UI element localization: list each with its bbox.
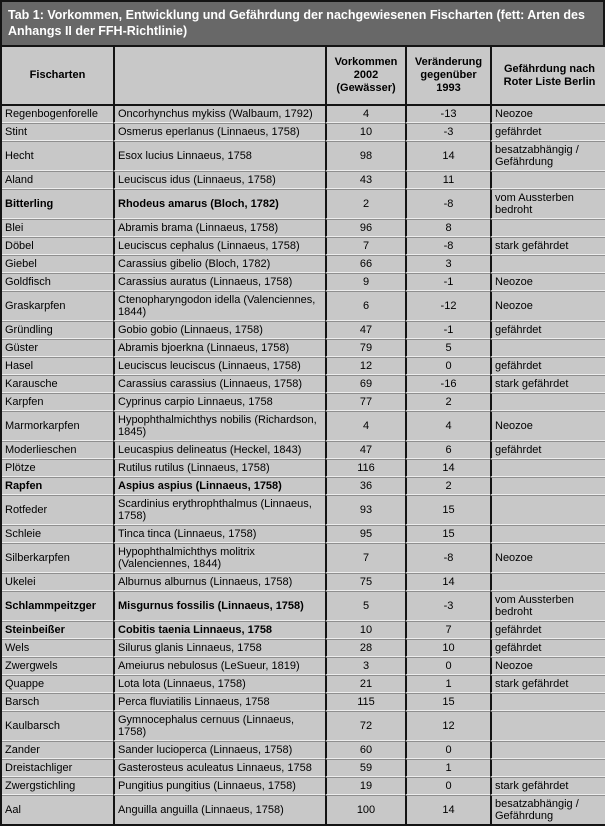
redlist-status-cell <box>490 171 605 189</box>
table-row <box>2 795 605 824</box>
redlist-status-cell: Neozoe <box>490 411 605 441</box>
scientific-name-cell: Leucaspius delineatus (Heckel, 1843) <box>113 441 325 459</box>
redlist-status-cell <box>490 459 605 477</box>
fish-name-cell: Wels <box>2 639 113 657</box>
scientific-name-cell: Cobitis taenia Linnaeus, 1758 <box>113 621 325 639</box>
occurrence-2002-cell: 95 <box>325 525 405 543</box>
redlist-status-cell <box>490 477 605 495</box>
scientific-name-cell: Carassius gibelio (Bloch, 1782) <box>113 255 325 273</box>
fish-name-cell: Zander <box>2 741 113 759</box>
fish-name-cell: Schlammpeitzger <box>2 591 113 621</box>
redlist-status-cell: gefährdet <box>490 357 605 375</box>
table-row <box>2 291 605 321</box>
fish-name-cell: Hecht <box>2 141 113 171</box>
redlist-status-cell: Neozoe <box>490 543 605 573</box>
table-row <box>2 375 605 393</box>
table-row <box>2 123 605 141</box>
occurrence-2002-cell: 93 <box>325 495 405 525</box>
fish-name-cell: Schleie <box>2 525 113 543</box>
occurrence-2002-cell: 47 <box>325 441 405 459</box>
species-data-table <box>2 47 605 824</box>
scientific-name-cell: Pungitius pungitius (Linnaeus, 1758) <box>113 777 325 795</box>
fish-name-cell: Aland <box>2 171 113 189</box>
occurrence-2002-cell: 96 <box>325 219 405 237</box>
table-row <box>2 495 605 525</box>
fish-name-cell: Gründling <box>2 321 113 339</box>
change-since-1993-cell: 5 <box>405 339 490 357</box>
scientific-name-cell: Osmerus eperlanus (Linnaeus, 1758) <box>113 123 325 141</box>
table-row <box>2 657 605 675</box>
redlist-status-cell: gefährdet <box>490 621 605 639</box>
redlist-status-cell: stark gefährdet <box>490 237 605 255</box>
table-row <box>2 459 605 477</box>
occurrence-2002-cell: 4 <box>325 106 405 123</box>
change-since-1993-cell: 1 <box>405 675 490 693</box>
table-row <box>2 693 605 711</box>
redlist-status-cell <box>490 219 605 237</box>
table-row <box>2 273 605 291</box>
table-row <box>2 711 605 741</box>
redlist-status-cell <box>490 393 605 411</box>
change-since-1993-cell: 15 <box>405 525 490 543</box>
occurrence-2002-cell: 10 <box>325 123 405 141</box>
fish-name-cell: Steinbeißer <box>2 621 113 639</box>
fish-name-cell: Goldfisch <box>2 273 113 291</box>
scientific-name-cell: Carassius auratus (Linnaeus, 1758) <box>113 273 325 291</box>
scientific-name-cell: Misgurnus fossilis (Linnaeus, 1758) <box>113 591 325 621</box>
occurrence-2002-cell: 69 <box>325 375 405 393</box>
scientific-name-cell: Tinca tinca (Linnaeus, 1758) <box>113 525 325 543</box>
fish-name-cell: Aal <box>2 795 113 824</box>
fish-name-cell: Plötze <box>2 459 113 477</box>
occurrence-2002-cell: 66 <box>325 255 405 273</box>
scientific-name-cell: Oncorhynchus mykiss (Walbaum, 1792) <box>113 106 325 123</box>
table-row <box>2 411 605 441</box>
table-row <box>2 219 605 237</box>
fish-name-cell: Hasel <box>2 357 113 375</box>
table-row <box>2 321 605 339</box>
change-since-1993-cell: 2 <box>405 393 490 411</box>
occurrence-2002-cell: 28 <box>325 639 405 657</box>
change-since-1993-cell: -8 <box>405 543 490 573</box>
redlist-status-cell: besatzabhängig / Gefährdung <box>490 795 605 824</box>
redlist-status-cell: Neozoe <box>490 291 605 321</box>
occurrence-2002-cell: 12 <box>325 357 405 375</box>
fish-name-cell: Zwergwels <box>2 657 113 675</box>
occurrence-2002-cell: 9 <box>325 273 405 291</box>
fish-name-cell: Bitterling <box>2 189 113 219</box>
occurrence-2002-cell: 2 <box>325 189 405 219</box>
redlist-status-cell: gefährdet <box>490 639 605 657</box>
table-row <box>2 106 605 123</box>
redlist-status-cell <box>490 759 605 777</box>
redlist-status-cell: Neozoe <box>490 106 605 123</box>
occurrence-2002-cell: 60 <box>325 741 405 759</box>
occurrence-2002-cell: 7 <box>325 237 405 255</box>
change-since-1993-cell: 14 <box>405 573 490 591</box>
change-since-1993-cell: 15 <box>405 693 490 711</box>
table-row <box>2 171 605 189</box>
occurrence-2002-cell: 59 <box>325 759 405 777</box>
scientific-name-cell: Leuciscus cephalus (Linnaeus, 1758) <box>113 237 325 255</box>
redlist-status-cell <box>490 693 605 711</box>
table-row <box>2 357 605 375</box>
redlist-status-cell: gefährdet <box>490 123 605 141</box>
change-since-1993-cell: 0 <box>405 777 490 795</box>
fish-name-cell: Marmorkarpfen <box>2 411 113 441</box>
change-since-1993-cell: -12 <box>405 291 490 321</box>
scientific-name-cell: Ctenopharyngodon idella (Valenciennes, 1844) <box>113 291 325 321</box>
scientific-name-cell: Esox lucius Linnaeus, 1758 <box>113 141 325 171</box>
scientific-name-cell: Leuciscus leuciscus (Linnaeus, 1758) <box>113 357 325 375</box>
redlist-status-cell: stark gefährdet <box>490 777 605 795</box>
fish-name-cell: Stint <box>2 123 113 141</box>
change-since-1993-cell: 7 <box>405 621 490 639</box>
table-row <box>2 477 605 495</box>
occurrence-2002-cell: 47 <box>325 321 405 339</box>
occurrence-2002-cell: 100 <box>325 795 405 824</box>
redlist-status-cell <box>490 255 605 273</box>
col-header-gefaehrdung-rote-liste: Gefährdung nach Roter Liste Berlin <box>490 47 605 106</box>
redlist-status-cell: Neozoe <box>490 657 605 675</box>
change-since-1993-cell: -16 <box>405 375 490 393</box>
table-row <box>2 339 605 357</box>
change-since-1993-cell: 6 <box>405 441 490 459</box>
scientific-name-cell: Silurus glanis Linnaeus, 1758 <box>113 639 325 657</box>
fish-name-cell: Quappe <box>2 675 113 693</box>
col-header-scientific-name <box>113 47 325 106</box>
change-since-1993-cell: -1 <box>405 321 490 339</box>
fish-name-cell: Ukelei <box>2 573 113 591</box>
change-since-1993-cell: 3 <box>405 255 490 273</box>
table-row <box>2 741 605 759</box>
table-title: Tab 1: Vorkommen, Entwicklung und Gefährdung der nachgewiesenen Fischarten (fett: Arten des Anhangs II der FFH-Richtlinie) <box>2 2 603 47</box>
change-since-1993-cell: 0 <box>405 357 490 375</box>
change-since-1993-cell: -8 <box>405 189 490 219</box>
occurrence-2002-cell: 21 <box>325 675 405 693</box>
occurrence-2002-cell: 10 <box>325 621 405 639</box>
scientific-name-cell: Abramis bjoerkna (Linnaeus, 1758) <box>113 339 325 357</box>
occurrence-2002-cell: 19 <box>325 777 405 795</box>
table-row <box>2 777 605 795</box>
scientific-name-cell: Gymnocephalus cernuus (Linnaeus, 1758) <box>113 711 325 741</box>
change-since-1993-cell: 14 <box>405 795 490 824</box>
table-body <box>2 106 605 824</box>
occurrence-2002-cell: 7 <box>325 543 405 573</box>
occurrence-2002-cell: 115 <box>325 693 405 711</box>
change-since-1993-cell: -1 <box>405 273 490 291</box>
scientific-name-cell: Hypophthalmichthys molitrix (Valenciennes, 1844) <box>113 543 325 573</box>
fish-name-cell: Graskarpfen <box>2 291 113 321</box>
table-row <box>2 591 605 621</box>
scientific-name-cell: Lota lota (Linnaeus, 1758) <box>113 675 325 693</box>
table-row <box>2 237 605 255</box>
fish-name-cell: Karpfen <box>2 393 113 411</box>
table-header-row <box>2 47 605 106</box>
occurrence-2002-cell: 6 <box>325 291 405 321</box>
change-since-1993-cell: 11 <box>405 171 490 189</box>
fish-name-cell: Giebel <box>2 255 113 273</box>
table-row <box>2 759 605 777</box>
change-since-1993-cell: 12 <box>405 711 490 741</box>
occurrence-2002-cell: 4 <box>325 411 405 441</box>
col-header-fischarten: Fischarten <box>2 47 113 106</box>
fish-name-cell: Silberkarpfen <box>2 543 113 573</box>
scientific-name-cell: Scardinius erythrophthalmus (Linnaeus, 1758) <box>113 495 325 525</box>
table-row <box>2 141 605 171</box>
change-since-1993-cell: 14 <box>405 459 490 477</box>
fish-name-cell: Dreistachliger <box>2 759 113 777</box>
fish-name-cell: Rapfen <box>2 477 113 495</box>
fish-name-cell: Güster <box>2 339 113 357</box>
table-row <box>2 255 605 273</box>
redlist-status-cell: besatzabhängig / Gefährdung <box>490 141 605 171</box>
fish-name-cell: Karausche <box>2 375 113 393</box>
scientific-name-cell: Alburnus alburnus (Linnaeus, 1758) <box>113 573 325 591</box>
table-row <box>2 621 605 639</box>
change-since-1993-cell: 0 <box>405 741 490 759</box>
col-header-veraenderung-1993: Veränderung gegenüber 1993 <box>405 47 490 106</box>
table-row <box>2 543 605 573</box>
occurrence-2002-cell: 98 <box>325 141 405 171</box>
table-row <box>2 441 605 459</box>
table-row <box>2 525 605 543</box>
change-since-1993-cell: 0 <box>405 657 490 675</box>
change-since-1993-cell: 2 <box>405 477 490 495</box>
fish-name-cell: Döbel <box>2 237 113 255</box>
redlist-status-cell <box>490 495 605 525</box>
scientific-name-cell: Leuciscus idus (Linnaeus, 1758) <box>113 171 325 189</box>
change-since-1993-cell: 4 <box>405 411 490 441</box>
occurrence-2002-cell: 3 <box>325 657 405 675</box>
redlist-status-cell: stark gefährdet <box>490 375 605 393</box>
scientific-name-cell: Ameiurus nebulosus (LeSueur, 1819) <box>113 657 325 675</box>
occurrence-2002-cell: 79 <box>325 339 405 357</box>
redlist-status-cell <box>490 525 605 543</box>
table-row <box>2 675 605 693</box>
table-row <box>2 393 605 411</box>
fish-name-cell: Rotfeder <box>2 495 113 525</box>
occurrence-2002-cell: 43 <box>325 171 405 189</box>
scientific-name-cell: Perca fluviatilis Linnaeus, 1758 <box>113 693 325 711</box>
scientific-name-cell: Carassius carassius (Linnaeus, 1758) <box>113 375 325 393</box>
col-header-vorkommen-2002: Vorkommen 2002 (Gewässer) <box>325 47 405 106</box>
redlist-status-cell <box>490 741 605 759</box>
occurrence-2002-cell: 72 <box>325 711 405 741</box>
scientific-name-cell: Sander lucioperca (Linnaeus, 1758) <box>113 741 325 759</box>
occurrence-2002-cell: 116 <box>325 459 405 477</box>
redlist-status-cell: gefährdet <box>490 441 605 459</box>
fish-name-cell: Blei <box>2 219 113 237</box>
table-row <box>2 639 605 657</box>
redlist-status-cell: vom Aussterben bedroht <box>490 189 605 219</box>
table-row <box>2 189 605 219</box>
change-since-1993-cell: -3 <box>405 123 490 141</box>
scientific-name-cell: Rhodeus amarus (Bloch, 1782) <box>113 189 325 219</box>
scientific-name-cell: Anguilla anguilla (Linnaeus, 1758) <box>113 795 325 824</box>
scientific-name-cell: Aspius aspius (Linnaeus, 1758) <box>113 477 325 495</box>
change-since-1993-cell: 8 <box>405 219 490 237</box>
occurrence-2002-cell: 77 <box>325 393 405 411</box>
fish-name-cell: Kaulbarsch <box>2 711 113 741</box>
scientific-name-cell: Hypophthalmichthys nobilis (Richardson, 1845) <box>113 411 325 441</box>
scientific-name-cell: Gobio gobio (Linnaeus, 1758) <box>113 321 325 339</box>
fish-name-cell: Regenbogenforelle <box>2 106 113 123</box>
redlist-status-cell: stark gefährdet <box>490 675 605 693</box>
occurrence-2002-cell: 36 <box>325 477 405 495</box>
fish-name-cell: Moderlieschen <box>2 441 113 459</box>
change-since-1993-cell: -3 <box>405 591 490 621</box>
occurrence-2002-cell: 75 <box>325 573 405 591</box>
redlist-status-cell <box>490 573 605 591</box>
scientific-name-cell: Gasterosteus aculeatus Linnaeus, 1758 <box>113 759 325 777</box>
redlist-status-cell: Neozoe <box>490 273 605 291</box>
scientific-name-cell: Abramis brama (Linnaeus, 1758) <box>113 219 325 237</box>
redlist-status-cell: gefährdet <box>490 321 605 339</box>
fish-name-cell: Barsch <box>2 693 113 711</box>
occurrence-2002-cell: 5 <box>325 591 405 621</box>
redlist-status-cell <box>490 711 605 741</box>
change-since-1993-cell: 14 <box>405 141 490 171</box>
change-since-1993-cell: 10 <box>405 639 490 657</box>
change-since-1993-cell: 1 <box>405 759 490 777</box>
scientific-name-cell: Cyprinus carpio Linnaeus, 1758 <box>113 393 325 411</box>
fish-name-cell: Zwergstichling <box>2 777 113 795</box>
scientific-name-cell: Rutilus rutilus (Linnaeus, 1758) <box>113 459 325 477</box>
change-since-1993-cell: 15 <box>405 495 490 525</box>
change-since-1993-cell: -8 <box>405 237 490 255</box>
redlist-status-cell: vom Aussterben bedroht <box>490 591 605 621</box>
redlist-status-cell <box>490 339 605 357</box>
table-row <box>2 573 605 591</box>
change-since-1993-cell: -13 <box>405 106 490 123</box>
